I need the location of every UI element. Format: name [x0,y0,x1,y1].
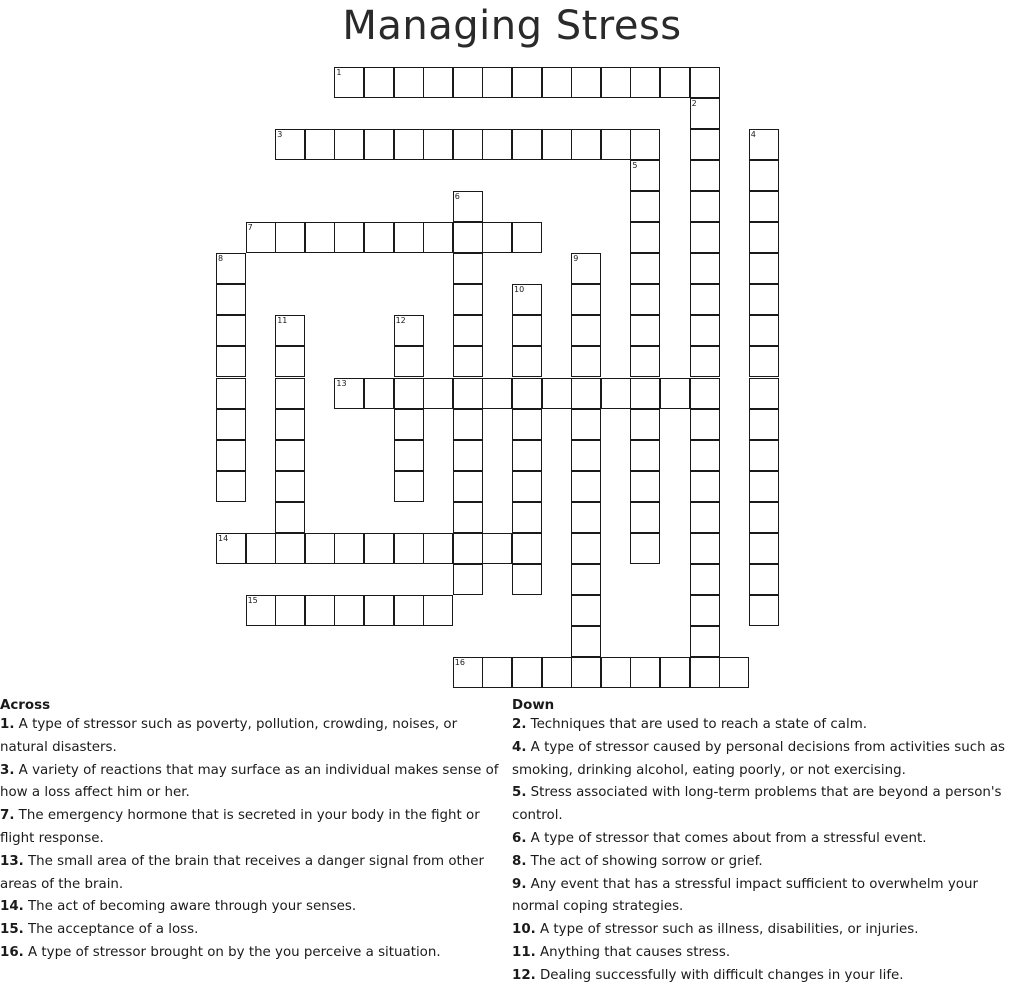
crossword-cell[interactable] [749,191,779,222]
clue-item-text: Any event that has a stressful impact sufficient to overwhelm your normal coping strategies. [512,876,978,915]
crossword-cell[interactable] [394,67,424,98]
crossword-cell[interactable] [364,595,394,626]
down-clues-section [512,697,1020,988]
clue-item [512,919,1020,942]
clue-item-number: 10. [512,922,536,938]
crossword-cell[interactable] [305,595,335,626]
crossword-cell[interactable] [571,564,601,595]
clue-item-text: A type of stressor that comes about from a stressful event. [526,830,927,846]
crossword-cell[interactable] [275,346,305,377]
crossword-cell[interactable] [749,502,779,533]
crossword-cell[interactable] [453,191,483,222]
clue-item [512,737,1020,783]
crossword-cell[interactable] [690,129,720,160]
crossword-cell[interactable] [453,440,483,471]
crossword-cell[interactable] [453,129,483,160]
crossword-cell[interactable] [630,378,660,409]
clue-item [0,851,508,897]
crossword-cell[interactable] [216,409,246,440]
clue-item-number: 12. [512,967,536,983]
crossword-cell[interactable] [571,626,601,657]
crossword-cell[interactable] [690,98,720,129]
crossword-cell[interactable] [482,657,512,688]
clue-item [512,874,1020,920]
clue-item [512,782,1020,828]
crossword-cell[interactable] [571,346,601,377]
crossword-cell[interactable] [690,160,720,191]
clue-item [512,851,1020,874]
crossword-cell[interactable] [690,502,720,533]
crossword-cell[interactable] [630,471,660,502]
crossword-cell[interactable] [512,222,542,253]
crossword-cell[interactable] [275,409,305,440]
crossword-cell[interactable] [216,378,246,409]
crossword-cell[interactable] [749,253,779,284]
clue-number: 8 [218,254,224,264]
crossword-cell[interactable] [453,533,483,564]
crossword-cell[interactable] [482,222,512,253]
clue-item-number: 1. [0,717,15,732]
clue-item-number: 6. [512,830,527,846]
crossword-cell[interactable] [749,409,779,440]
crossword-cell[interactable] [453,378,483,409]
clue-item-number: 15. [0,922,24,938]
crossword-cell[interactable] [571,502,601,533]
clue-item-text: A variety of reactions that may surface as an individual makes sense of how a loss affect him or her. [0,762,499,801]
crossword-cell[interactable] [542,129,572,160]
clue-item [0,714,508,760]
crossword-cell[interactable] [453,67,483,98]
crossword-cell[interactable] [275,129,305,160]
crossword-cell[interactable] [630,657,660,688]
crossword-cell[interactable] [216,471,246,502]
crossword-cell[interactable] [512,67,542,98]
clue-number: 2 [691,99,697,109]
crossword-cell[interactable] [246,222,276,253]
crossword-cell[interactable] [394,378,424,409]
crossword-cell[interactable] [630,191,660,222]
crossword-cell[interactable] [216,284,246,315]
crossword-cell[interactable] [275,315,305,346]
crossword-cell[interactable] [394,129,424,160]
clue-item [512,942,1020,965]
crossword-cell[interactable] [601,378,631,409]
down-clue-list [512,714,1020,988]
clue-item-number: 16. [0,944,24,960]
crossword-cell[interactable] [453,471,483,502]
clue-item [0,919,508,942]
crossword-cell[interactable] [453,222,483,253]
clue-item [0,805,508,851]
crossword-cell[interactable] [482,129,512,160]
crossword-cell[interactable] [571,595,601,626]
crossword-cell[interactable] [394,440,424,471]
crossword-cell[interactable] [334,595,364,626]
crossword-cell[interactable] [512,378,542,409]
crossword-cell[interactable] [275,440,305,471]
crossword-cell[interactable] [630,67,660,98]
crossword-cell[interactable] [690,253,720,284]
crossword-cell[interactable] [512,284,542,315]
down-heading: Down [512,698,555,713]
crossword-cell[interactable] [571,409,601,440]
crossword-cell[interactable] [512,409,542,440]
clue-item-text: A type of stressor caused by personal decisions from activities such as smoking, drinking alcohol, eating poorly, or not exercising. [512,739,1006,778]
crossword-cell[interactable] [542,378,572,409]
clue-number: 5 [632,161,638,171]
crossword-cell[interactable] [630,315,660,346]
crossword-cell[interactable] [542,657,572,688]
crossword-cell[interactable] [394,595,424,626]
crossword-cell[interactable] [749,471,779,502]
crossword-cell[interactable] [571,284,601,315]
crossword-cell[interactable] [482,378,512,409]
crossword-cell[interactable] [364,378,394,409]
crossword-cell[interactable] [305,129,335,160]
clue-item-text: The act of showing sorrow or grief. [526,853,763,869]
clue-item-number: 9. [512,876,527,892]
crossword-cell[interactable] [334,378,364,409]
crossword-cell[interactable] [630,346,660,377]
across-clues-section [0,697,508,965]
crossword-cell[interactable] [749,129,779,160]
crossword-cell[interactable] [571,533,601,564]
crossword-cell[interactable] [334,129,364,160]
crossword-cell[interactable] [512,471,542,502]
crossword-cell[interactable] [571,129,601,160]
clue-item-text: A type of stressor such as poverty, pollution, crowding, noises, or natural disasters. [0,717,458,755]
crossword-cell[interactable] [630,129,660,160]
crossword-cell[interactable] [453,253,483,284]
clue-item-number: 8. [512,853,527,869]
crossword-cell[interactable] [512,315,542,346]
clue-item-number: 13. [0,853,24,869]
crossword-cell[interactable] [690,409,720,440]
crossword-cell[interactable] [394,471,424,502]
clue-item [512,714,1020,737]
crossword-cell[interactable] [394,409,424,440]
crossword-cell[interactable] [690,471,720,502]
crossword-cell[interactable] [749,378,779,409]
clue-number: 1 [336,68,342,77]
clue-item-text: Dealing successfully with difficult changes in your life. [535,967,904,983]
crossword-cell[interactable] [690,222,720,253]
crossword-cell[interactable] [749,440,779,471]
clue-number: 9 [573,254,579,264]
crossword-cell[interactable] [275,533,305,564]
crossword-cell[interactable] [749,595,779,626]
crossword-cell[interactable] [453,315,483,346]
clue-number: 15 [247,595,258,605]
crossword-cell[interactable] [334,533,364,564]
crossword-cell[interactable] [482,533,512,564]
crossword-cell[interactable] [571,657,601,688]
crossword-cell[interactable] [482,67,512,98]
clue-number: 6 [454,192,460,202]
crossword-cell[interactable] [630,533,660,564]
across-heading: Across [0,698,51,713]
clue-item-text: The emergency hormone that is secreted in your body in the fight or flight response. [0,808,480,846]
clue-item-number: 11. [512,944,536,960]
crossword-cell[interactable] [275,595,305,626]
crossword-cell[interactable] [749,160,779,191]
crossword-cell[interactable] [749,284,779,315]
clue-item [0,760,508,806]
crossword-cell[interactable] [630,502,660,533]
crossword-cell[interactable] [394,222,424,253]
clue-item-number: 5. [512,785,527,801]
crossword-cell[interactable] [630,222,660,253]
crossword-cell[interactable] [216,346,246,377]
crossword-cell[interactable] [512,129,542,160]
crossword-cell[interactable] [453,346,483,377]
clue-item-text: Techniques that are used to reach a state of calm. [526,717,867,732]
clue-number: 7 [247,223,253,233]
crossword-cell[interactable] [512,657,542,688]
crossword-cell[interactable] [275,378,305,409]
crossword-cell[interactable] [571,67,601,98]
crossword-cell[interactable] [423,222,453,253]
crossword-cell[interactable] [512,533,542,564]
crossword-cell[interactable] [630,409,660,440]
crossword-cell[interactable] [601,67,631,98]
crossword-cell[interactable] [275,471,305,502]
crossword-cell[interactable] [305,222,335,253]
clue-number: 13 [336,378,347,388]
clue-item-number: 14. [0,899,24,915]
crossword-cell[interactable] [690,191,720,222]
crossword-cell[interactable] [660,378,690,409]
clue-number: 3 [277,130,283,140]
crossword-cell[interactable] [690,284,720,315]
crossword-cell[interactable] [749,222,779,253]
crossword-cell[interactable] [542,67,572,98]
crossword-cell[interactable] [601,657,631,688]
crossword-cell[interactable] [512,346,542,377]
crossword-cell[interactable] [690,595,720,626]
across-clue-list [0,714,508,965]
crossword-cell[interactable] [571,471,601,502]
clue-item-number: 2. [512,717,527,732]
crossword-cell[interactable] [216,440,246,471]
crossword-cell[interactable] [660,657,690,688]
crossword-cell[interactable] [512,440,542,471]
clue-item-number: 4. [512,739,527,755]
crossword-cell[interactable] [690,346,720,377]
clue-number: 11 [277,316,288,326]
crossword-cell[interactable] [571,378,601,409]
crossword-cell[interactable] [394,315,424,346]
crossword-cell[interactable] [749,346,779,377]
crossword-cell[interactable] [453,284,483,315]
clue-item-text: Anything that causes stress. [535,944,731,960]
crossword-cell[interactable] [749,533,779,564]
crossword-cell[interactable] [749,315,779,346]
crossword-cell[interactable] [749,564,779,595]
crossword-cell[interactable] [423,595,453,626]
page-title: Managing Stress [342,3,682,49]
crossword-cell[interactable] [690,378,720,409]
clue-item-text: A type of stressor brought on by the you perceive a situation. [23,944,441,960]
clue-number: 14 [218,533,229,543]
crossword-cell[interactable] [275,222,305,253]
crossword-cell[interactable] [216,315,246,346]
crossword-cell[interactable] [423,67,453,98]
clue-item-text: The small area of the brain that receives a danger signal from other areas of the brain. [0,853,484,892]
crossword-cell[interactable] [690,440,720,471]
crossword-cell[interactable] [423,129,453,160]
crossword-cell[interactable] [453,502,483,533]
crossword-cell[interactable] [690,626,720,657]
crossword-cell[interactable] [512,564,542,595]
crossword-cell[interactable] [334,222,364,253]
clue-number: 4 [750,130,756,140]
crossword-cell[interactable] [512,502,542,533]
crossword-cell[interactable] [630,253,660,284]
clue-item [512,965,1020,988]
crossword-cell[interactable] [334,67,364,98]
clue-item-text: Stress associated with long-term problems that are beyond a person's control. [512,785,1002,824]
clue-number: 12 [395,316,406,326]
crossword-cell[interactable] [423,378,453,409]
crossword-cell[interactable] [364,222,394,253]
crossword-cell[interactable] [246,595,276,626]
crossword-cell[interactable] [630,440,660,471]
crossword-cell[interactable] [690,564,720,595]
crossword-cell[interactable] [394,533,424,564]
clue-number: 10 [514,285,525,295]
crossword-cell[interactable] [364,129,394,160]
clue-item [512,828,1020,851]
crossword-cell[interactable] [453,564,483,595]
clue-item-text: The act of becoming aware through your senses. [23,899,357,915]
crossword-cell[interactable] [453,409,483,440]
crossword-cell[interactable] [275,502,305,533]
crossword-cell[interactable] [690,67,720,98]
crossword-cell[interactable] [364,67,394,98]
clue-item-text: A type of stressor such as illness, disabilities, or injuries. [535,922,919,938]
crossword-cell[interactable] [394,346,424,377]
crossword-cell[interactable] [216,253,246,284]
clue-item [0,942,508,965]
crossword-cell[interactable] [690,657,720,688]
crossword-cell[interactable] [630,160,660,191]
crossword-cell[interactable] [305,533,335,564]
crossword-cell[interactable] [690,533,720,564]
clue-item-text: The acceptance of a loss. [23,922,199,938]
crossword-cell[interactable] [364,533,394,564]
crossword-cell[interactable] [423,533,453,564]
crossword-cell[interactable] [216,533,246,564]
crossword-cell[interactable] [660,67,690,98]
crossword-cell[interactable] [719,657,749,688]
clue-item [0,896,508,919]
clue-item-number: 3. [0,762,15,778]
crossword-cell[interactable] [453,657,483,688]
crossword-cell[interactable] [246,533,276,564]
crossword-cell[interactable] [571,315,601,346]
crossword-cell[interactable] [690,315,720,346]
crossword-cell[interactable] [571,440,601,471]
crossword-cell[interactable] [630,284,660,315]
clue-item-number: 7. [0,808,15,824]
clue-number: 16 [454,657,465,667]
crossword-cell[interactable] [571,253,601,284]
crossword-cell[interactable] [601,129,631,160]
